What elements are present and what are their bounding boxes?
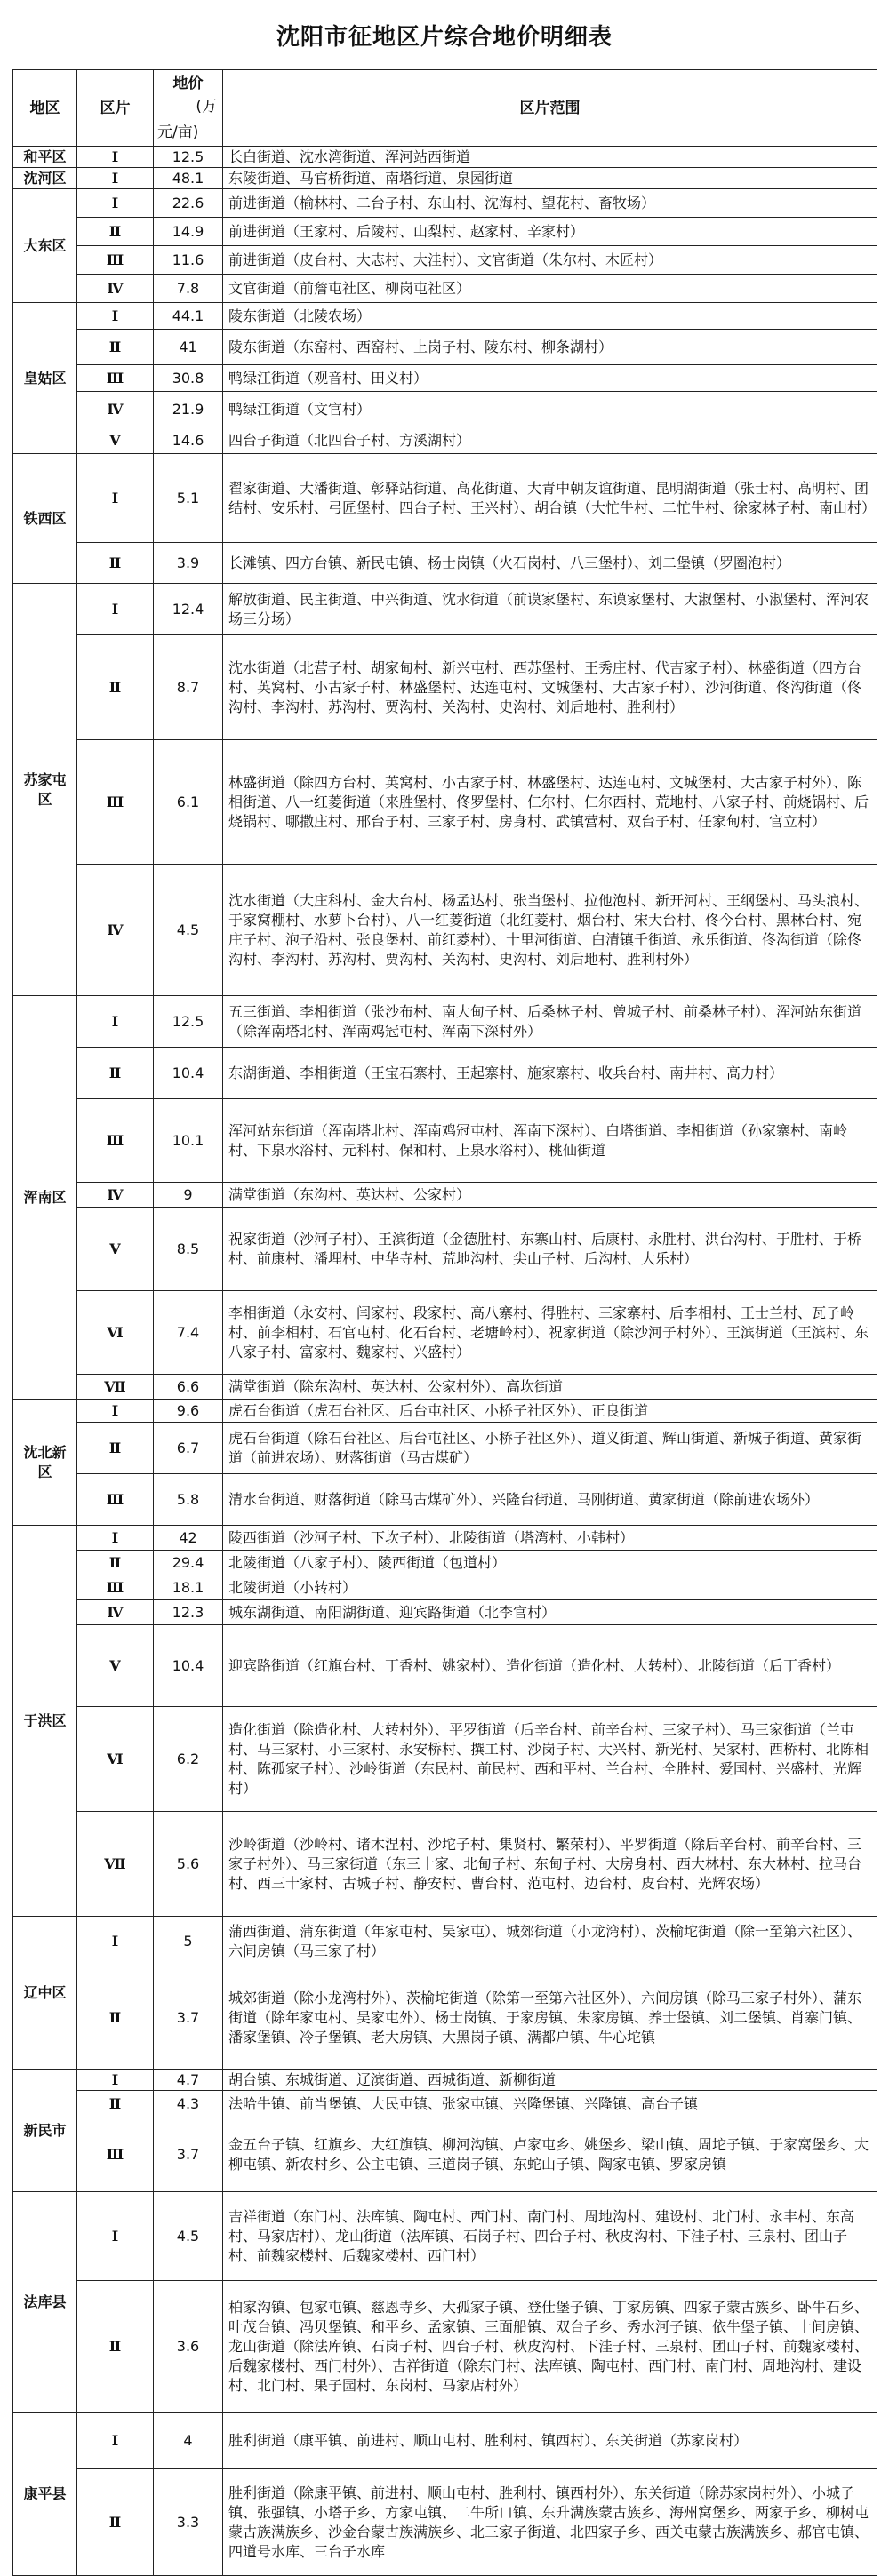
- zone-cell: Ⅱ: [77, 635, 154, 740]
- scope-cell: 翟家街道、大潘街道、彰驿站街道、高花街道、大青中朝友谊街道、昆明湖街道（张士村、高明村、团结村、安乐村、弓匠堡村、四台子村、王兴村）、胡台镇（大忙牛村、二忙牛村、徐家林子村、南山村）: [223, 454, 877, 543]
- zone-cell: Ⅲ: [77, 365, 154, 392]
- table-row: [13, 1291, 877, 1375]
- table-row: [13, 392, 877, 427]
- table-row: [13, 1208, 877, 1291]
- table-row: [13, 543, 877, 584]
- price-cell: 12.5: [154, 996, 223, 1048]
- price-cell: 7.4: [154, 1291, 223, 1375]
- scope-cell: 胜利街道（康平镇、前进村、顺山屯村、胜利村、镇西村）、东关街道（苏家岗村）: [223, 2413, 877, 2469]
- district-name: 康平县: [13, 2413, 77, 2576]
- table-row: [13, 1966, 877, 2070]
- price-cell: 48.1: [154, 168, 223, 189]
- scope-cell: 前进街道（王家村、后陵村、山梨村、赵家村、辛家村）: [223, 218, 877, 246]
- zone-cell: Ⅰ: [77, 147, 154, 168]
- zone-cell: Ⅲ: [77, 2117, 154, 2192]
- table-row: [13, 2281, 877, 2413]
- scope-cell: 李相街道（永安村、闫家村、段家村、高八寨村、得胜村、三家寨村、后李相村、王士兰村、瓦子岭村、前李相村、石官屯村、化石台村、老塘岭村）、祝家街道（除沙河子村外）、王滨街道（王滨村、东八家子村、富家村、魏家村、兴盛村）: [223, 1291, 877, 1375]
- district-name: 苏家屯区: [13, 584, 77, 996]
- scope-cell: 满堂街道（除东沟村、英达村、公家村外）、高坎街道: [223, 1375, 877, 1400]
- table-row: [13, 1526, 877, 1551]
- scope-cell: 前进街道（皮台村、大志村、大洼村）、文官街道（朱尔村、木匠村）: [223, 246, 877, 275]
- price-cell: 10.1: [154, 1099, 223, 1183]
- scope-cell: 解放街道、民主街道、中兴街道、沈水街道（前谟家堡村、东谟家堡村、大淑堡村、小淑堡村、浑河农场三分场）: [223, 584, 877, 635]
- table-row: [13, 2192, 877, 2281]
- zone-cell: Ⅱ: [77, 543, 154, 584]
- table-row: [13, 635, 877, 740]
- price-cell: 30.8: [154, 365, 223, 392]
- table-row: [13, 365, 877, 392]
- zone-cell: Ⅱ: [77, 2281, 154, 2413]
- district-name: 沈北新区: [13, 1400, 77, 1526]
- price-cell: 41: [154, 330, 223, 365]
- scope-cell: 祝家街道（沙河子村）、王滨街道（金德胜村、东寨山村、后康村、永胜村、洪台沟村、于胜村、于桥村、前康村、潘埋村、中华寺村、荒地沟村、尖山子村、后沟村、大乐村）: [223, 1208, 877, 1291]
- zone-cell: Ⅱ: [77, 218, 154, 246]
- header-price-unit-a: (万: [196, 98, 217, 116]
- zone-cell: Ⅰ: [77, 584, 154, 635]
- table-row: [13, 2091, 877, 2117]
- table-row: [13, 1812, 877, 1917]
- zone-cell: Ⅰ: [77, 1400, 154, 1423]
- scope-cell: 陵东街道（东窑村、西窑村、上岗子村、陵东村、柳条湖村）: [223, 330, 877, 365]
- table-row: [13, 1183, 877, 1208]
- price-cell: 3.7: [154, 1966, 223, 2070]
- district-name: 新民市: [13, 2070, 77, 2192]
- table-row: [13, 1474, 877, 1526]
- scope-cell: 文官街道（前詹屯社区、柳岗屯社区）: [223, 275, 877, 303]
- table-row: [13, 246, 877, 275]
- zone-cell: Ⅰ: [77, 1526, 154, 1551]
- price-cell: 18.1: [154, 1575, 223, 1600]
- price-cell: 9: [154, 1183, 223, 1208]
- zone-cell: Ⅰ: [77, 303, 154, 330]
- scope-cell: 长白街道、沈水湾街道、浑河站西街道: [223, 147, 877, 168]
- scope-cell: 东陵街道、马官桥街道、南塔街道、泉园街道: [223, 168, 877, 189]
- scope-cell: 沈水街道（大庄科村、金大台村、杨孟达村、张当堡村、拉他泡村、新开河村、王纲堡村、马头浪村、于家窝棚村、水萝卜台村）、八一红菱街道（北红菱村、烟台村、宋大台村、佟今台村、黑林台村、宛庄子村、泡子沿村、张良堡村、前红菱村）、十里河街道、白清镇千街道、永乐街道、佟沟街道（除佟沟村、李沟村、苏沟村、贾沟村、关沟村、史沟村、刘后地村、胜利村外）: [223, 865, 877, 996]
- table-row: [13, 2070, 877, 2091]
- table-row: [13, 1600, 877, 1625]
- price-cell: 4.5: [154, 2192, 223, 2281]
- page-title: 沈阳市征地区片综合地价明细表: [276, 23, 613, 51]
- scope-cell: 满堂街道（东沟村、英达村、公家村）: [223, 1183, 877, 1208]
- table-body: [13, 147, 877, 2576]
- price-cell: 5.6: [154, 1812, 223, 1917]
- table-row: [13, 147, 877, 168]
- scope-cell: 城东湖街道、南阳湖街道、迎宾路街道（北李官村）: [223, 1600, 877, 1625]
- zone-cell: Ⅶ: [77, 1375, 154, 1400]
- district-name: 法库县: [13, 2192, 77, 2413]
- table-row: [13, 189, 877, 218]
- table-row: [13, 865, 877, 996]
- table-row: [13, 303, 877, 330]
- scope-cell: 四台子街道（北四台子村、方溪湖村）: [223, 427, 877, 454]
- price-cell: 12.3: [154, 1600, 223, 1625]
- header-scope: 区片范围: [223, 70, 877, 147]
- price-cell: 3.6: [154, 2281, 223, 2413]
- zone-cell: Ⅰ: [77, 2192, 154, 2281]
- zone-cell: Ⅲ: [77, 1575, 154, 1600]
- scope-cell: 沙岭街道（沙岭村、诸木涅村、沙坨子村、集贤村、繁荣村）、平罗街道（除后辛台村、前辛台村、三家子村外）、马三家街道（东三十家、北甸子村、东甸子村、大房身村、西大林村、东大林村、拉马台村、西三十家村、古城子村、静安村、曹台村、范屯村、边台村、皮台村、光辉农场）: [223, 1812, 877, 1917]
- zone-cell: Ⅱ: [77, 2091, 154, 2117]
- zone-cell: Ⅴ: [77, 1625, 154, 1707]
- zone-cell: Ⅳ: [77, 275, 154, 303]
- scope-cell: 北陵街道（小转村）: [223, 1575, 877, 1600]
- scope-cell: 金五台子镇、红旗乡、大红旗镇、柳河沟镇、卢家屯乡、姚堡乡、梁山镇、周坨子镇、于家窝堡乡、大柳屯镇、新农村乡、公主屯镇、三道岗子镇、东蛇山子镇、陶家屯镇、罗家房镇: [223, 2117, 877, 2192]
- district-name: 大东区: [13, 189, 77, 303]
- scope-cell: 胜利街道（除康平镇、前进村、顺山屯村、胜利村、镇西村外）、东关街道（除苏家岗村外）、小城子镇、张强镇、小塔子乡、方家屯镇、二牛所口镇、东升满族蒙古族乡、海州窝堡乡、两家子乡、柳树屯蒙古族满族乡、沙金台蒙古族满族乡、北三家子街道、北四家子乡、西关屯蒙古族满族乡、郝官屯镇、四道号水库、三台子水库: [223, 2469, 877, 2576]
- scope-cell: 吉祥街道（东门村、法库镇、陶屯村、西门村、南门村、周地沟村、建设村、北门村、永丰村、东高村、马家店村）、龙山街道（法库镇、石岗子村、四台子村、秋皮沟村、下洼子村、三泉村、团山子村、前魏家楼村、后魏家楼村、西门村）: [223, 2192, 877, 2281]
- zone-cell: Ⅵ: [77, 1707, 154, 1812]
- table-row: [13, 218, 877, 246]
- scope-cell: 前进街道（榆林村、二台子村、东山村、沈海村、望花村、畜牧场）: [223, 189, 877, 218]
- scope-cell: 迎宾路街道（红旗台村、丁香村、姚家村）、造化街道（造化村、大转村）、北陵街道（后丁香村）: [223, 1625, 877, 1707]
- price-cell: 11.6: [154, 246, 223, 275]
- scope-cell: 林盛街道（除四方台村、英窝村、小古家子村、林盛堡村、达连屯村、文城堡村、大古家子村外）、陈相街道、八一红菱街道（来胜堡村、佟罗堡村、仁尔村、仁尔西村、荒地村、八家子村、前烧锅村、后烧锅村、哪撒庄村、邢台子村、三家子村、房身村、武镇营村、双台子村、任家甸村、官立村）: [223, 740, 877, 865]
- table-row: [13, 330, 877, 365]
- district-name: 皇姑区: [13, 303, 77, 454]
- scope-cell: 沈水街道（北营子村、胡家甸村、新兴屯村、西苏堡村、王秀庄村、代吉家子村）、林盛街道（四方台村、英窝村、小古家子村、林盛堡村、达连屯村、文城堡村、大古家子村）、沙河街道、佟沟街道（佟沟村、李沟村、苏沟村、贾沟村、关沟村、史沟村、刘后地村、胜利村）: [223, 635, 877, 740]
- scope-cell: 鸭绿江街道（观音村、田义村）: [223, 365, 877, 392]
- zone-cell: Ⅵ: [77, 1291, 154, 1375]
- table-row: [13, 168, 877, 189]
- scope-cell: 造化街道（除造化村、大转村外）、平罗街道（后辛台村、前辛台村、三家子村）、马三家街道（兰屯村、马三家村、小三家村、永安桥村、撰工村、沙岗子村、大兴村、新光村、吴家村、西桥村、北陈相村、陈孤家子村）、沙岭街道（东民村、前民村、西和平村、兰台村、全胜村、爱国村、兴盛村、光辉村）: [223, 1707, 877, 1812]
- table-row: [13, 1099, 877, 1183]
- price-cell: 14.9: [154, 218, 223, 246]
- zone-cell: Ⅲ: [77, 740, 154, 865]
- price-table: [12, 69, 877, 2576]
- scope-cell: 鸭绿江街道（文官村）: [223, 392, 877, 427]
- scope-cell: 浑河站东街道（浑南塔北村、浑南鸡冠屯村、浑南下深村）、白塔街道、李相街道（孙家寨村、南岭村、下泉水浴村、元科村、保和村、上泉水浴村）、桃仙街道: [223, 1099, 877, 1183]
- price-cell: 22.6: [154, 189, 223, 218]
- table-row: [13, 1625, 877, 1707]
- price-cell: 10.4: [154, 1625, 223, 1707]
- price-cell: 6.6: [154, 1375, 223, 1400]
- price-cell: 4: [154, 2413, 223, 2469]
- zone-cell: Ⅳ: [77, 865, 154, 996]
- zone-cell: Ⅰ: [77, 454, 154, 543]
- price-cell: 21.9: [154, 392, 223, 427]
- table-row: [13, 1048, 877, 1099]
- zone-cell: Ⅳ: [77, 392, 154, 427]
- header-price-label: 地价: [172, 75, 204, 92]
- table-row: [13, 427, 877, 454]
- header-district: 地区: [13, 70, 77, 147]
- table-row: [13, 1400, 877, 1423]
- price-cell: 6.1: [154, 740, 223, 865]
- header-price-unit-b: 元/亩): [157, 124, 199, 141]
- price-cell: 7.8: [154, 275, 223, 303]
- zone-cell: Ⅰ: [77, 189, 154, 218]
- scope-cell: 法哈牛镇、前当堡镇、大民屯镇、张家屯镇、兴隆堡镇、兴隆镇、高台子镇: [223, 2091, 877, 2117]
- table-row: [13, 584, 877, 635]
- price-cell: 42: [154, 1526, 223, 1551]
- price-cell: 10.4: [154, 1048, 223, 1099]
- table-row: [13, 2117, 877, 2192]
- zone-cell: Ⅱ: [77, 1048, 154, 1099]
- price-cell: 5: [154, 1917, 223, 1966]
- zone-cell: Ⅳ: [77, 1183, 154, 1208]
- price-cell: 3.9: [154, 543, 223, 584]
- scope-cell: 东湖街道、李相街道（王宝石寨村、王起寨村、施家寨村、收兵台村、南井村、高力村）: [223, 1048, 877, 1099]
- district-name: 沈河区: [13, 168, 77, 189]
- price-cell: 8.7: [154, 635, 223, 740]
- zone-cell: Ⅰ: [77, 1917, 154, 1966]
- zone-cell: Ⅲ: [77, 1099, 154, 1183]
- zone-cell: Ⅱ: [77, 1966, 154, 2070]
- price-cell: 29.4: [154, 1551, 223, 1575]
- price-cell: 6.2: [154, 1707, 223, 1812]
- zone-cell: Ⅴ: [77, 427, 154, 454]
- price-cell: 5.1: [154, 454, 223, 543]
- district-name: 于洪区: [13, 1526, 77, 1917]
- table-row: [13, 1917, 877, 1966]
- scope-cell: 陵西街道（沙河子村、下坎子村）、北陵街道（塔湾村、小韩村）: [223, 1526, 877, 1551]
- price-cell: 3.3: [154, 2469, 223, 2576]
- district-name: 铁西区: [13, 454, 77, 584]
- table-row: [13, 1423, 877, 1474]
- scope-cell: 城郊街道（除小龙湾村外）、茨榆坨街道（除第一至第六社区外）、六间房镇（除马三家子村外）、蒲东街道（除年家屯村、吴家屯外）、杨士岗镇、于家房镇、朱家房镇、养士堡镇、刘二堡镇、肖寨门镇、潘家堡镇、冷子堡镇、老大房镇、大黑岗子镇、满都户镇、牛心坨镇: [223, 1966, 877, 2070]
- table-row: [13, 275, 877, 303]
- header-row: [13, 70, 877, 147]
- zone-cell: Ⅶ: [77, 1812, 154, 1917]
- zone-cell: Ⅴ: [77, 1208, 154, 1291]
- district-name: 和平区: [13, 147, 77, 168]
- price-cell: 12.5: [154, 147, 223, 168]
- table-row: [13, 1375, 877, 1400]
- price-cell: 12.4: [154, 584, 223, 635]
- price-cell: 4.3: [154, 2091, 223, 2117]
- zone-cell: Ⅱ: [77, 1423, 154, 1474]
- zone-cell: Ⅰ: [77, 2413, 154, 2469]
- scope-cell: 虎石台街道（虎石台社区、后台屯社区、小桥子社区外）、正良街道: [223, 1400, 877, 1423]
- table-row: [13, 454, 877, 543]
- scope-cell: 五三街道、李相街道（张沙布村、南大甸子村、后桑林子村、曾城子村、前桑林子村）、浑河站东街道（除浑南塔北村、浑南鸡冠屯村、浑南下深村外）: [223, 996, 877, 1048]
- scope-cell: 柏家沟镇、包家屯镇、慈恩寺乡、大孤家子镇、登仕堡子镇、丁家房镇、四家子蒙古族乡、卧牛石乡、叶茂台镇、冯贝堡镇、和平乡、孟家镇、三面船镇、双台子乡、秀水河子镇、依牛堡子镇、十间房镇、龙山街道（除法库镇、石岗子村、四台子村、秋皮沟村、下洼子村、三泉村、团山子村、前魏家楼村、后魏家楼村、西门村外）、吉祥街道（除东门村、法库镇、陶屯村、西门村、南门村、周地沟村、建设村、北门村、果子园村、东岗村、马家店村外）: [223, 2281, 877, 2413]
- price-cell: 4.7: [154, 2070, 223, 2091]
- scope-cell: 清水台街道、财落街道（除马古煤矿外）、兴隆台街道、马刚街道、黄家街道（除前进农场外）: [223, 1474, 877, 1526]
- zone-cell: Ⅲ: [77, 1474, 154, 1526]
- price-cell: 14.6: [154, 427, 223, 454]
- header-zone: 区片: [77, 70, 154, 147]
- table-row: [13, 1551, 877, 1575]
- scope-cell: 北陵街道（八家子村）、陵西街道（包道村）: [223, 1551, 877, 1575]
- price-cell: 44.1: [154, 303, 223, 330]
- price-cell: 3.7: [154, 2117, 223, 2192]
- zone-cell: Ⅳ: [77, 1600, 154, 1625]
- price-cell: 4.5: [154, 865, 223, 996]
- zone-cell: Ⅱ: [77, 330, 154, 365]
- table-row: [13, 2413, 877, 2469]
- price-cell: 8.5: [154, 1208, 223, 1291]
- district-name: 辽中区: [13, 1917, 77, 2070]
- scope-cell: 陵东街道（北陵农场）: [223, 303, 877, 330]
- table-row: [13, 740, 877, 865]
- scope-cell: 胡台镇、东城街道、辽滨街道、西城街道、新柳街道: [223, 2070, 877, 2091]
- zone-cell: Ⅲ: [77, 246, 154, 275]
- scope-cell: 蒲西街道、蒲东街道（年家屯村、吴家屯）、城郊街道（小龙湾村）、茨榆坨街道（除一至第六社区）、六间房镇（马三家子村）: [223, 1917, 877, 1966]
- scope-cell: 长滩镇、四方台镇、新民屯镇、杨士岗镇（火石岗村、八三堡村）、刘二堡镇（罗圈泡村）: [223, 543, 877, 584]
- price-cell: 5.8: [154, 1474, 223, 1526]
- zone-cell: Ⅱ: [77, 2469, 154, 2576]
- price-cell: 6.7: [154, 1423, 223, 1474]
- zone-cell: Ⅰ: [77, 2070, 154, 2091]
- table-row: [13, 1707, 877, 1812]
- district-name: 浑南区: [13, 996, 77, 1400]
- price-cell: 9.6: [154, 1400, 223, 1423]
- header-price: [154, 70, 223, 147]
- scope-cell: 虎石台街道（除石台社区、后台屯社区、小桥子社区外）、道义街道、辉山街道、新城子街道、黄家街道（前进农场）、财落街道（马古煤矿）: [223, 1423, 877, 1474]
- table-row: [13, 1575, 877, 1600]
- zone-cell: Ⅰ: [77, 996, 154, 1048]
- zone-cell: Ⅱ: [77, 1551, 154, 1575]
- table-row: [13, 996, 877, 1048]
- table-row: [13, 2469, 877, 2576]
- zone-cell: Ⅰ: [77, 168, 154, 189]
